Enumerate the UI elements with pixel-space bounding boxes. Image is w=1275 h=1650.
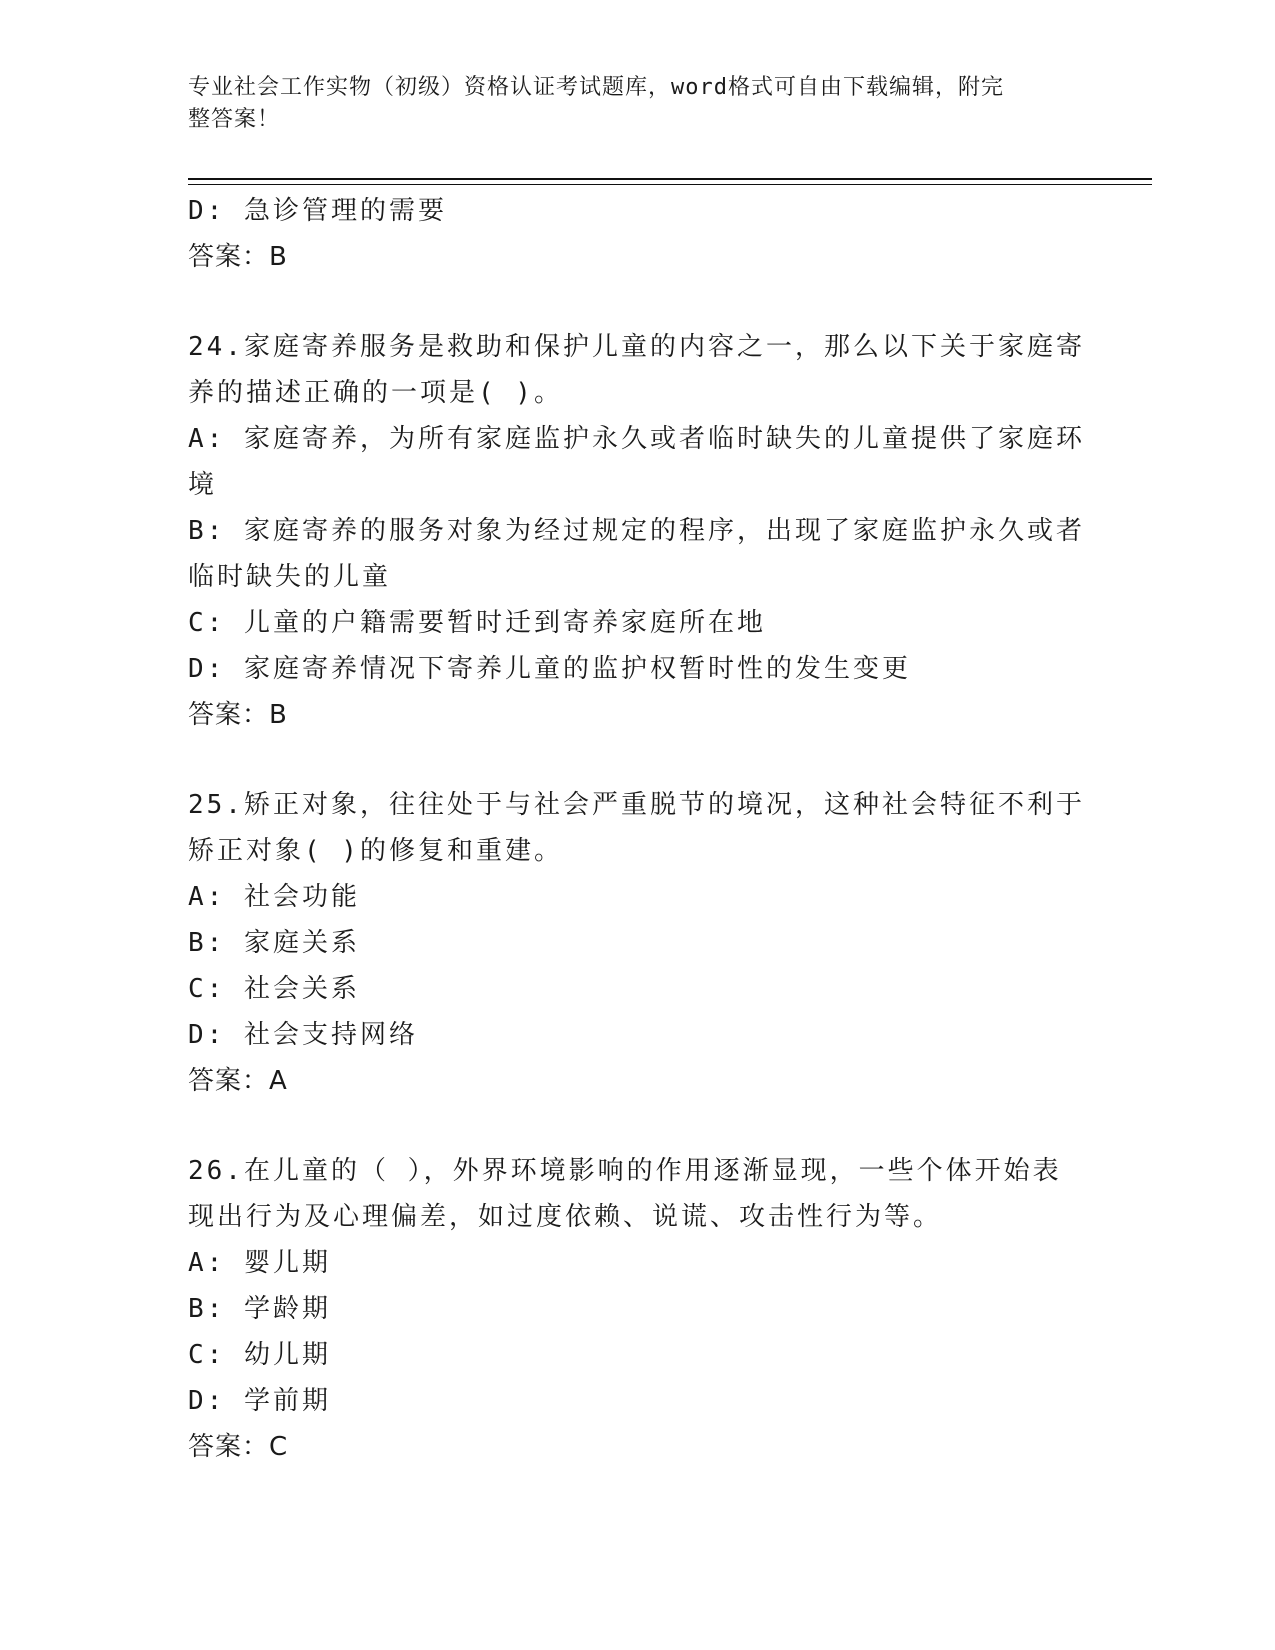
- question-25: [188, 782, 1088, 1104]
- question-stem-cont: 矫正对象( )的修复和重建。: [188, 836, 563, 866]
- option-a-cont: 境: [188, 470, 218, 500]
- spacer: [188, 1104, 1088, 1148]
- header-divider: [188, 178, 1152, 185]
- option-d: D: 学前期: [188, 1386, 331, 1416]
- option-a: A: 家庭寄养，为所有家庭监护永久或者临时缺失的儿童提供了家庭环: [188, 424, 1085, 454]
- question-stem: 25.矫正对象，往往处于与社会严重脱节的境况，这种社会特征不利于: [188, 790, 1085, 820]
- page-header: [188, 72, 1068, 136]
- header-line-1: 专业社会工作实物（初级）资格认证考试题库，word格式可自由下载编辑，附完: [188, 75, 1004, 100]
- spacer: [188, 280, 1088, 324]
- question-stem-cont: 现出行为及心理偏差，如过度依赖、说谎、攻击性行为等。: [188, 1202, 943, 1232]
- option-c: C: 儿童的户籍需要暂时迁到寄养家庭所在地: [188, 608, 766, 638]
- question-26: [188, 1148, 1088, 1470]
- option-c: C: 社会关系: [188, 974, 360, 1004]
- option-b: B: 家庭关系: [188, 928, 360, 958]
- option-c: C: 幼儿期: [188, 1340, 331, 1370]
- option-a: A: 社会功能: [188, 882, 360, 912]
- question-stem-cont: 养的描述正确的一项是( )。: [188, 378, 563, 408]
- question-24: [188, 324, 1088, 738]
- prev-answer: 答案：B: [188, 242, 288, 272]
- answer: 答案：B: [188, 700, 288, 730]
- answer: 答案：C: [188, 1432, 289, 1462]
- prev-option-d: D: 急诊管理的需要: [188, 196, 447, 226]
- option-a: A: 婴儿期: [188, 1248, 331, 1278]
- question-list: [188, 188, 1088, 1470]
- question-stem: 24.家庭寄养服务是救助和保护儿童的内容之一，那么以下关于家庭寄: [188, 332, 1085, 362]
- spacer: [188, 738, 1088, 782]
- header-line-2: 整答案！: [188, 107, 281, 132]
- option-d: D: 家庭寄养情况下寄养儿童的监护权暂时性的发生变更: [188, 654, 911, 684]
- question-stem: 26.在儿童的（ ），外界环境影响的作用逐渐显现，一些个体开始表: [188, 1156, 1062, 1186]
- option-b: B: 家庭寄养的服务对象为经过规定的程序，出现了家庭监护永久或者: [188, 516, 1085, 546]
- answer: 答案：A: [188, 1066, 288, 1096]
- option-d: D: 社会支持网络: [188, 1020, 418, 1050]
- option-b-cont: 临时缺失的儿童: [188, 562, 392, 592]
- option-b: B: 学龄期: [188, 1294, 331, 1324]
